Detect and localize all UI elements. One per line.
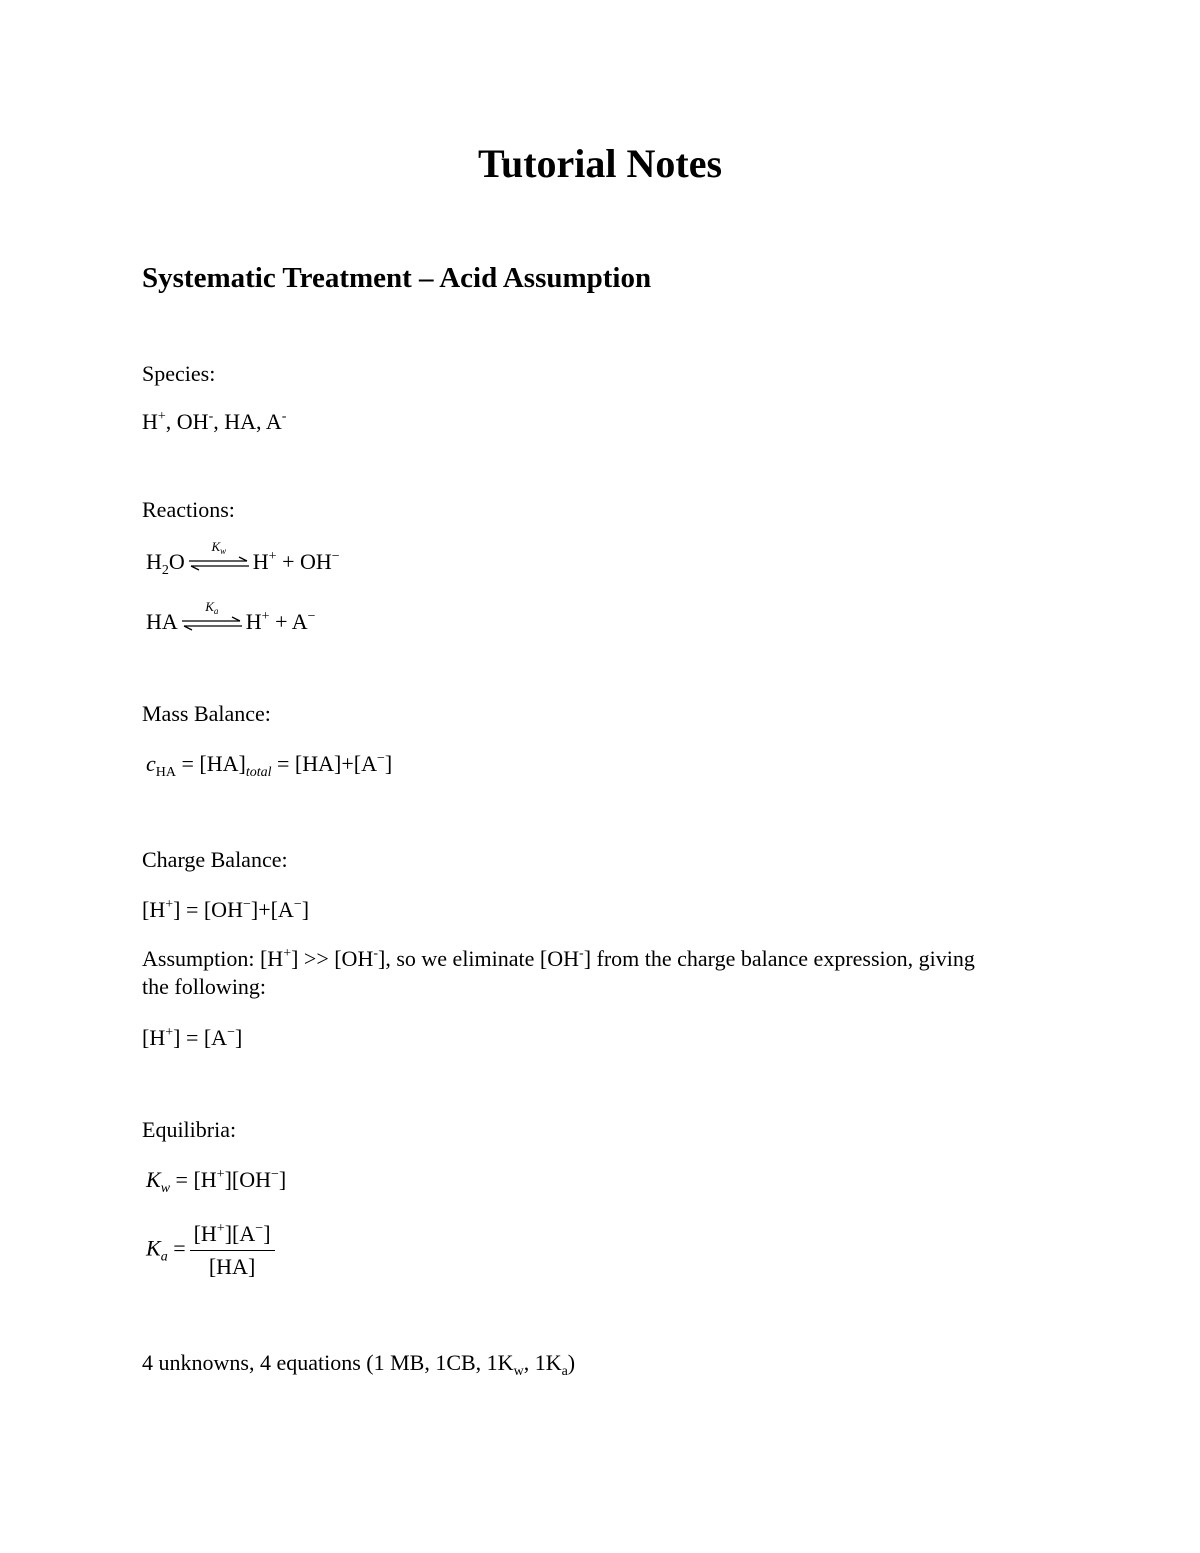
numerator xyxy=(190,1220,275,1251)
equation-part: = [HA] xyxy=(176,751,246,776)
constant-symbol: K xyxy=(146,1235,161,1261)
text-part: Assumption: [H xyxy=(142,946,284,971)
reactant: O xyxy=(168,549,185,574)
reaction-acid xyxy=(146,598,316,638)
charge: − xyxy=(255,1221,264,1236)
assumption-text-line2: the following: xyxy=(142,974,267,999)
equation-part: ]+[A xyxy=(250,897,294,922)
subscript: w xyxy=(513,1364,524,1379)
equation-part: ] xyxy=(234,1025,243,1050)
ka-equation xyxy=(146,1220,275,1281)
product: H xyxy=(245,609,262,634)
charge: + xyxy=(216,1167,225,1182)
product: A xyxy=(291,609,308,634)
section-heading: Systematic Treatment – Acid Assumption xyxy=(142,262,652,294)
charge: + xyxy=(216,1221,225,1236)
equilibrium-arrow-icon xyxy=(180,598,244,638)
charge: − xyxy=(242,897,251,912)
constant-symbol: K xyxy=(211,538,221,554)
page-title: Tutorial Notes xyxy=(477,141,723,186)
text-part: ] from the charge balance expression, giving xyxy=(583,946,975,971)
species-oh-charge: - xyxy=(208,409,214,424)
constant-subscript: w xyxy=(160,1181,171,1196)
text-part: ] >> [OH xyxy=(291,946,374,971)
separator: , xyxy=(256,409,266,434)
reactant: HA xyxy=(146,609,178,634)
denominator: [HA] xyxy=(208,1254,256,1279)
equation-part: = [HA]+[A xyxy=(271,751,377,776)
equation-part: [H xyxy=(142,1025,166,1050)
constant-subscript: a xyxy=(160,1249,168,1265)
charge-balance-equation xyxy=(142,896,309,924)
separator: , xyxy=(165,409,177,434)
concentration-symbol: c xyxy=(146,751,156,776)
charge: − xyxy=(376,751,385,766)
reactions-label: Reactions: xyxy=(142,497,235,522)
charge: + xyxy=(165,1025,174,1040)
plus-sign: + xyxy=(276,549,300,574)
equation-part: [H xyxy=(193,1221,217,1246)
charge: - xyxy=(373,946,379,961)
reaction-water xyxy=(146,538,340,578)
equation-part: ] xyxy=(278,1167,287,1192)
constant-subscript: w xyxy=(220,545,227,556)
subscript: 2 xyxy=(161,563,169,578)
charge: + xyxy=(261,609,270,624)
equation-part: ][OH xyxy=(224,1167,271,1192)
subscript: HA xyxy=(155,765,176,780)
charge: − xyxy=(227,1025,235,1040)
species-a-charge: - xyxy=(281,409,287,424)
charge-balance-label: Charge Balance: xyxy=(142,847,288,872)
equation-part: ] = [OH xyxy=(173,897,243,922)
charge: + xyxy=(165,897,174,912)
subscript: a xyxy=(561,1364,568,1379)
species-oh: OH xyxy=(176,409,209,434)
fraction xyxy=(190,1220,275,1281)
equation-part: ] xyxy=(301,897,310,922)
equilibrium-arrow-icon xyxy=(187,538,251,578)
equation-part: ] xyxy=(263,1221,271,1246)
text-part: , 1K xyxy=(523,1350,562,1375)
equilibria-label: Equilibria: xyxy=(142,1117,237,1142)
species-ha: HA xyxy=(224,409,257,434)
equation-part: ][A xyxy=(224,1221,256,1246)
equation-part: ] xyxy=(384,751,393,776)
charge: - xyxy=(579,946,584,961)
constant-subscript: a xyxy=(213,605,219,616)
text-part: ], so we eliminate [OH xyxy=(378,946,580,971)
assumption-equation xyxy=(142,1024,242,1052)
equation-part: ] = [A xyxy=(173,1025,228,1050)
separator: , xyxy=(213,409,225,434)
species-label: Species: xyxy=(142,361,216,386)
charge: + xyxy=(268,549,277,564)
charge: − xyxy=(293,897,302,912)
species-h: H xyxy=(142,409,158,434)
species-list xyxy=(142,408,286,436)
equals-sign: = xyxy=(167,1235,186,1261)
summary-text xyxy=(142,1349,575,1377)
text-part: ) xyxy=(567,1350,576,1375)
constant-symbol: K xyxy=(205,598,214,614)
charge: − xyxy=(331,549,340,564)
species-a: A xyxy=(265,409,282,434)
assumption-text xyxy=(142,945,975,973)
equation-part: = [H xyxy=(170,1167,217,1192)
product: H xyxy=(252,549,269,574)
mass-balance-equation xyxy=(146,750,392,778)
subscript: total xyxy=(245,765,272,780)
mass-balance-label: Mass Balance: xyxy=(142,701,271,726)
charge: − xyxy=(307,609,316,624)
text-part: 4 unknowns, 4 equations (1 MB, 1CB, 1K xyxy=(142,1350,514,1375)
kw-equation xyxy=(146,1166,286,1194)
species-h-charge: + xyxy=(157,409,166,424)
product: OH xyxy=(300,549,332,574)
charge: − xyxy=(271,1167,279,1182)
plus-sign: + xyxy=(269,609,292,634)
constant-symbol: K xyxy=(146,1167,161,1192)
equation-part: [H xyxy=(142,897,166,922)
reactant: H xyxy=(146,549,162,574)
charge: + xyxy=(283,946,292,961)
